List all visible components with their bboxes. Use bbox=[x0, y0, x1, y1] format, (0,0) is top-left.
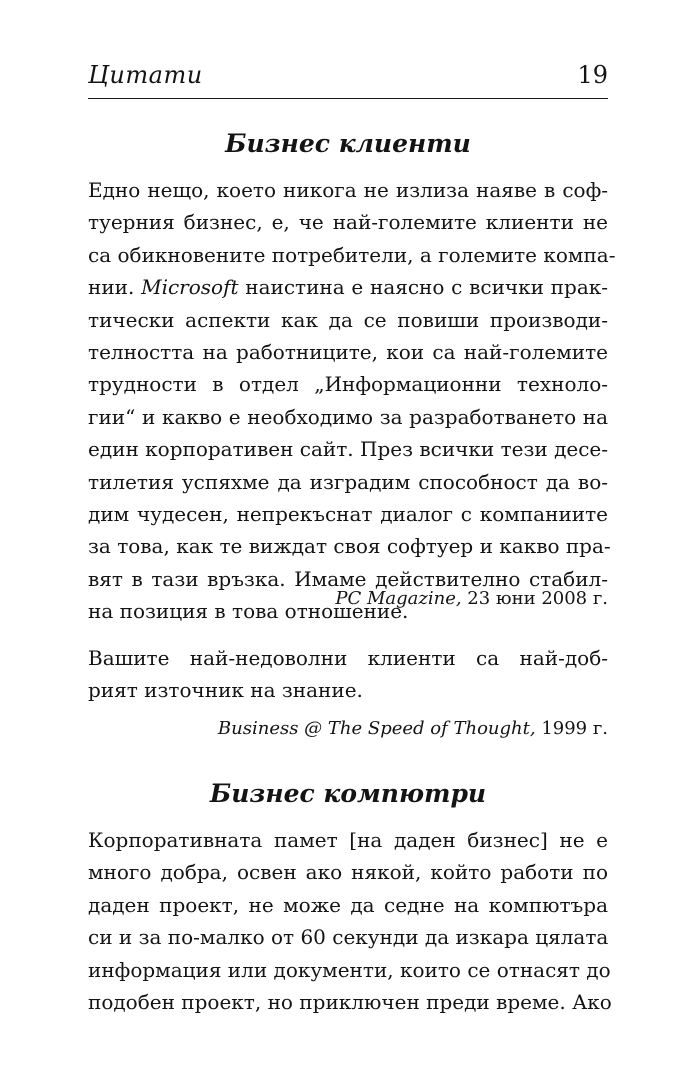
text-line-with-italic bbox=[88, 271, 608, 303]
text-line: подобен проект, но приключен преди време. Ако bbox=[88, 989, 612, 1014]
text-fragment: нии. bbox=[88, 275, 142, 300]
source-date: 1999 г. bbox=[535, 718, 608, 739]
text-line: Едно нещо, което никога не излиза наяве в соф- bbox=[88, 178, 608, 202]
text-line: за това, как те виждат своя софтуер и какво пра- bbox=[88, 534, 611, 559]
text-line: са обикновените потребители, а големите компа- bbox=[88, 242, 616, 267]
text-line: много добра, освен ако някой, който работи по bbox=[88, 860, 608, 885]
running-title: Цитати bbox=[88, 61, 203, 89]
text-line: дим чудесен, непрекъснат диалог с компаниите bbox=[88, 501, 608, 526]
text-line: даден проект, не може да седне на компютъра bbox=[88, 892, 608, 917]
text-fragment: наистина е наясно с всички прак- bbox=[238, 275, 608, 300]
running-header bbox=[88, 60, 608, 94]
text-line: трудности в отдел „Информационни техноло- bbox=[88, 372, 608, 397]
text-line: на позиция в това отношение. bbox=[88, 599, 409, 624]
text-line: информация или документи, които се отнасят до bbox=[88, 957, 611, 982]
source-work: Business @ The Speed of Thought, bbox=[217, 718, 536, 739]
text-line: туерния бизнес, е, че най-големите клиенти не bbox=[88, 210, 608, 235]
quote-paragraph bbox=[88, 824, 612, 1018]
text-line: тически аспекти как да се повиши производи- bbox=[88, 307, 608, 332]
section-heading-business-computers: Бизнес компютри bbox=[209, 779, 487, 808]
text-line: си и за по-малко от 60 секунди да изкара цялата bbox=[88, 925, 609, 950]
text-line: рият източник на знание. bbox=[88, 678, 363, 703]
company-name: Microsoft bbox=[141, 275, 239, 300]
text-line: телността на работниците, кои са най-големите bbox=[88, 339, 608, 364]
quote-paragraph bbox=[88, 174, 616, 627]
header-rule bbox=[88, 98, 608, 99]
text-line: тилетия успяхме да изградим способност да во- bbox=[88, 469, 608, 494]
text-line: гии“ и какво е необходимо за разработването на bbox=[88, 404, 608, 429]
text-line: Вашите най-недоволни клиенти са най-доб- bbox=[88, 646, 608, 670]
section-heading-business-clients: Бизнес клиенти bbox=[225, 129, 471, 158]
text-line: Корпоративната памет [на даден бизнес] не е bbox=[88, 828, 608, 852]
quote-source bbox=[218, 716, 608, 742]
source-work: PC Magazine, bbox=[335, 588, 462, 609]
quote-source bbox=[335, 586, 608, 612]
page-number: 19 bbox=[577, 61, 608, 89]
quote-paragraph bbox=[88, 642, 608, 707]
source-date: 23 юни 2008 г. bbox=[461, 588, 608, 609]
text-line: вят в тази връзка. Имаме действително стабил- bbox=[88, 566, 608, 591]
text-line: един корпоративен сайт. През всички тези десе- bbox=[88, 437, 609, 462]
